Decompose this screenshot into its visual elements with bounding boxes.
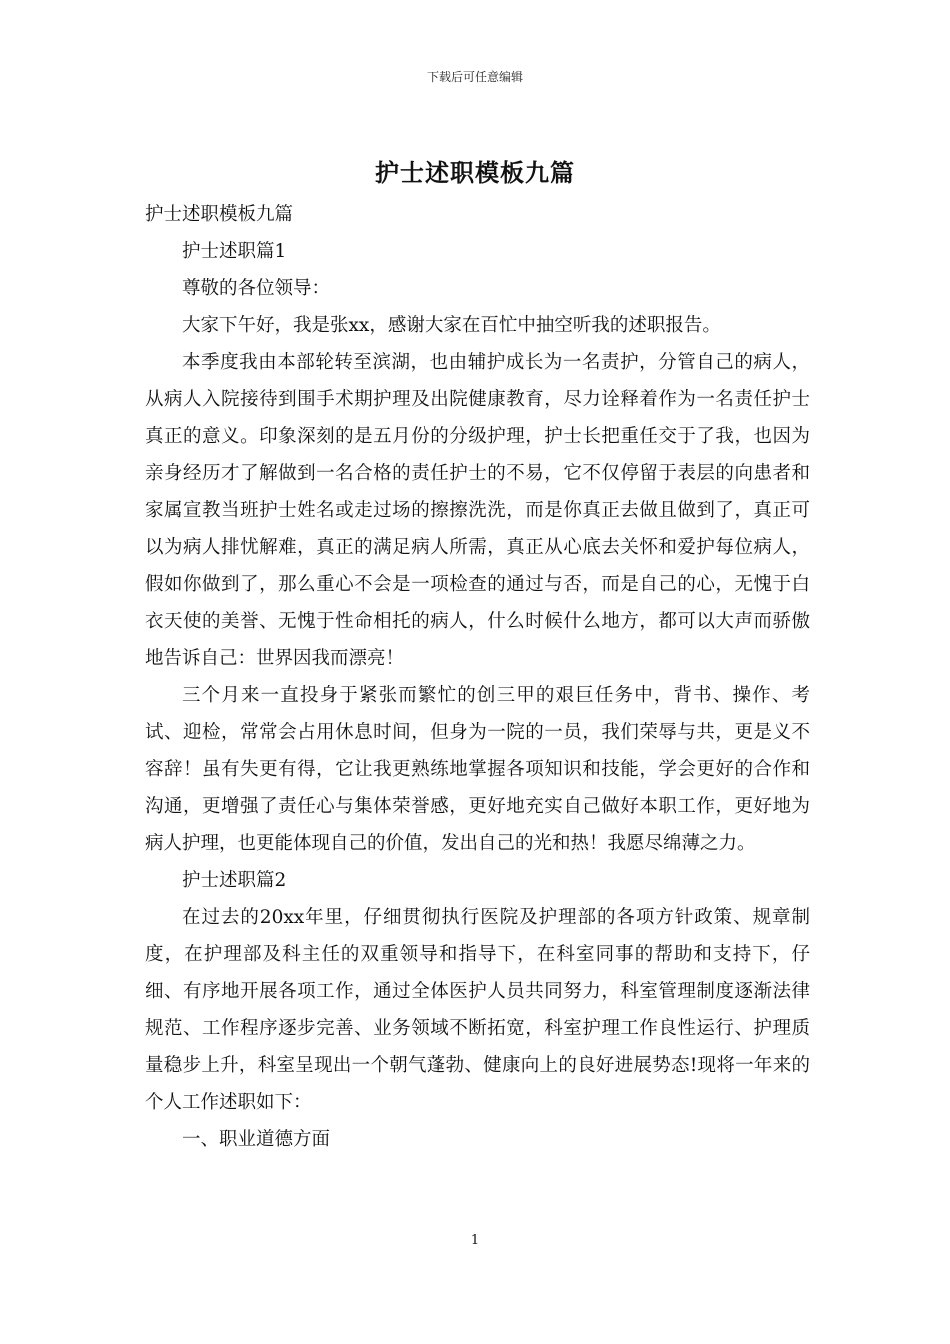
section-heading-1: 护士述职篇1 — [182, 241, 287, 262]
document-body — [145, 196, 810, 1158]
body-paragraph: 本季度我由本部轮转至滨湖，也由辅护成长为一名责护，分管自己的病人，从病人入院接待到围手术期护理及出院健康教育，尽力诠释着作为一名责任护士真正的意义。印象深刻的是五月份的分级护理，护士长把重任交于了我，也因为亲身经历才了解做到一名合格的责任护士的不易，它不仅停留于表层的向患者和家属宣教当班护士姓名或走过场的擦擦洗洗，而是你真正去做且做到了，真正可以为病人排忧解难，真正的满足病人所需，真正从心底去关怀和爱护每位病人，假如你做到了，那么重心不会是一项检查的通过与否，而是自己的心，无愧于白衣天使的美誉、无愧于性命相托的病人，什么时候什么地方，都可以大声而骄傲地告诉自己：世界因我而漂亮！ — [145, 352, 810, 669]
body-paragraph: 在过去的20xx年里，仔细贯彻执行医院及护理部的各项方针政策、规章制度，在护理部及科主任的双重领导和指导下，在科室同事的帮助和支持下，仔细、有序地开展各项工作，通过全体医护人员共同努力，科室管理制度逐渐法律规范、工作程序逐步完善、业务领域不断拓宽，科室护理工作良性运行、护理质量稳步上升，科室呈现出一个朝气蓬勃、健康向上的良好进展势态!现将一年来的个人工作述职如下： — [145, 907, 810, 1113]
document-title: 护士述职模板九篇 — [375, 158, 575, 187]
header-note: 下载后可任意编辑 — [426, 70, 523, 84]
section-heading-2: 护士述职篇2 — [182, 870, 287, 891]
salutation: 尊敬的各位领导： — [182, 278, 331, 299]
page-number: 1 — [470, 1233, 480, 1248]
subtitle-line: 护士述职模板九篇 — [145, 204, 294, 225]
subsection-heading: 一、职业道德方面 — [182, 1129, 331, 1150]
greeting-paragraph: 大家下午好，我是张xx，感谢大家在百忙中抽空听我的述职报告。 — [182, 315, 721, 336]
body-paragraph: 三个月来一直投身于紧张而繁忙的创三甲的艰巨任务中，背书、操作、考试、迎检，常常会占用休息时间，但身为一院的一员，我们荣辱与共，更是义不容辞！虽有失更有得，它让我更熟练地掌握各项知识和技能，学会更好的合作和沟通，更增强了责任心与集体荣誉感，更好地充实自己做好本职工作，更好地为病人护理，也更能体现自己的价值，发出自己的光和热！我愿尽绵薄之力。 — [145, 685, 810, 854]
